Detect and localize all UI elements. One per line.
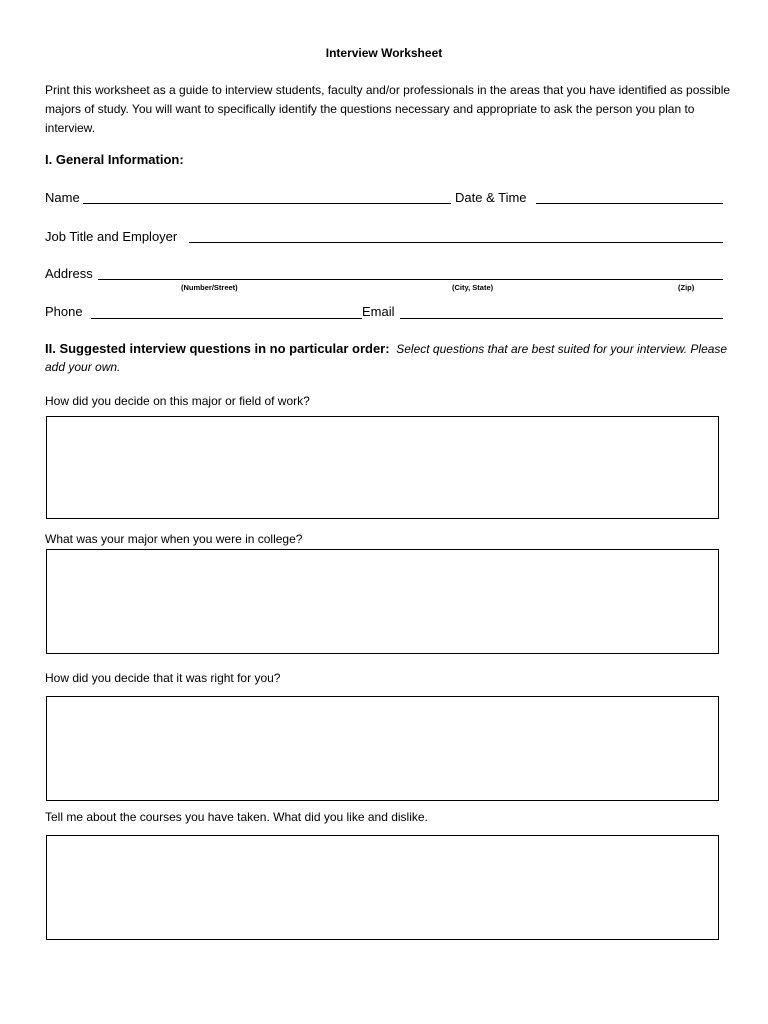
phone-label: Phone [45, 304, 83, 319]
address-label: Address [45, 266, 93, 281]
section-questions-instructions: Select questions that are best suited for your interview. Please add your own. [45, 342, 728, 374]
address-street-caption: (Number/Street) [181, 283, 238, 292]
address-zip-caption: (Zip) [678, 283, 695, 292]
section-questions-heading: II. Suggested interview questions in no particular order: [45, 341, 390, 356]
question-1: How did you decide on this major or field of work? [45, 394, 310, 408]
question-2: What was your major when you were in college? [45, 532, 303, 546]
section-questions-intro [45, 340, 735, 376]
question-4: Tell me about the courses you have taken. What did you like and dislike. [45, 810, 428, 824]
answer-box-2[interactable] [46, 549, 719, 654]
job-title-field[interactable] [189, 242, 723, 243]
phone-field[interactable] [91, 318, 362, 319]
name-label: Name [45, 190, 80, 205]
date-time-label: Date & Time [455, 190, 527, 205]
email-field[interactable] [400, 318, 723, 319]
address-field[interactable] [98, 279, 723, 280]
section-general-heading: I. General Information: [45, 152, 184, 167]
email-label: Email [362, 304, 395, 319]
intro-paragraph: Print this worksheet as a guide to interview students, faculty and/or professionals in the areas that you have identified as possible majors of study. You will want to specifically identify the questions necessary and appropriate to ask the person you plan to interview. [45, 83, 731, 135]
address-city-state-caption: (City, State) [452, 283, 494, 292]
page-title: Interview Worksheet [325, 46, 443, 60]
question-3: How did you decide that it was right for you? [45, 671, 281, 685]
answer-box-4[interactable] [46, 835, 719, 940]
date-time-field[interactable] [536, 203, 723, 204]
name-field[interactable] [83, 203, 451, 204]
answer-box-3[interactable] [46, 696, 719, 801]
answer-box-1[interactable] [46, 416, 719, 519]
job-title-label: Job Title and Employer [45, 229, 178, 244]
